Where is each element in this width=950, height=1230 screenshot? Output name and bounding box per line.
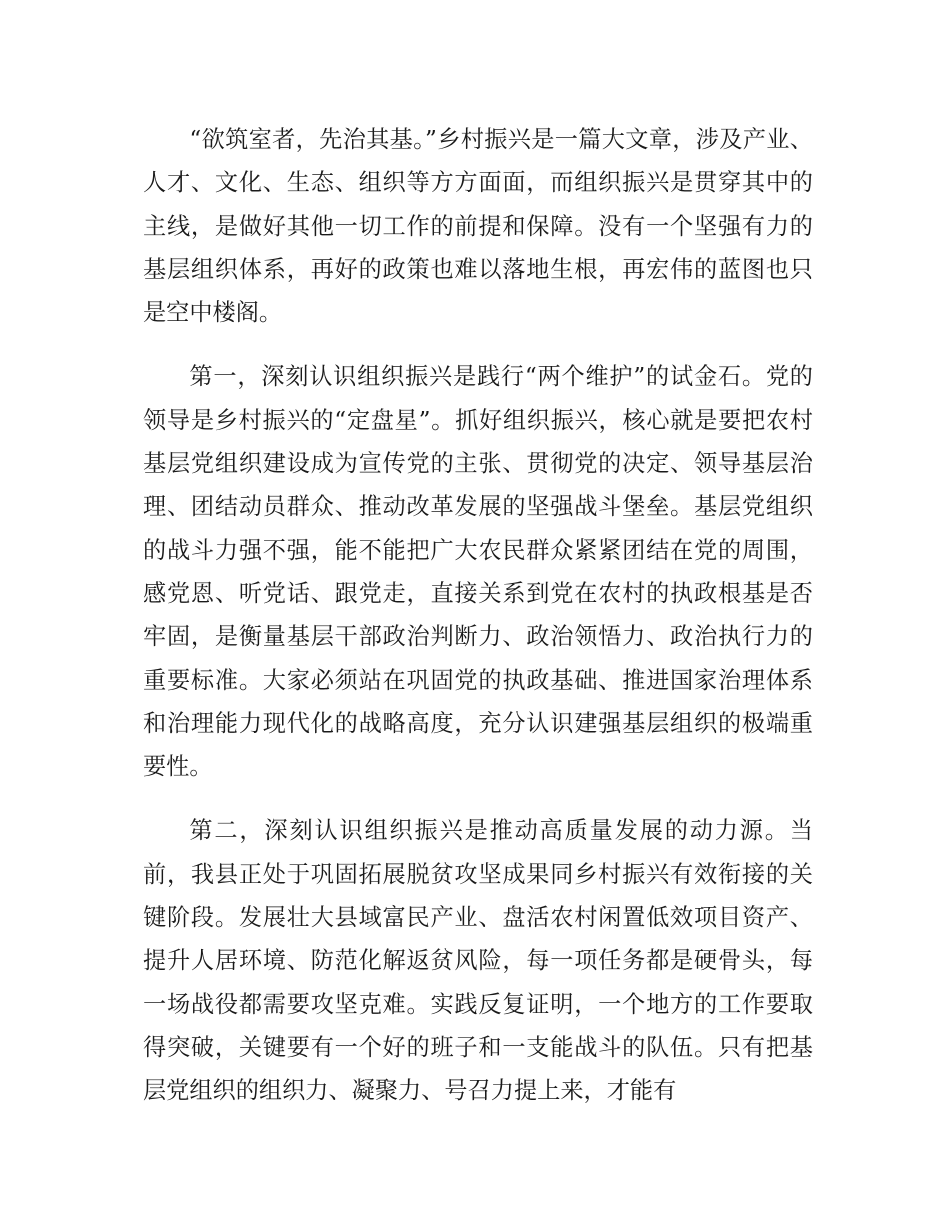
paragraph-intro: “欲筑室者，先治其基。”乡村振兴是一篇大文章，涉及产业、人才、文化、生态、组织等方方面面，而组织振兴是贯穿其中的主线，是做好其他一切工作的前提和保障。没有一个坚强有力的基层组织体系，再好的政策也难以落地生根，再宏伟的蓝图也只是空中楼阁。 xyxy=(143,126,813,327)
document-body xyxy=(143,118,813,1113)
paragraph-first-point: 第一，深刻认识组织振兴是践行“两个维护”的试金石。党的领导是乡村振兴的“定盘星”。抓好组织振兴，核心就是要把农村基层党组织建设成为宣传党的主张、贯彻党的决定、领导基层治理、团结动员群众、推动改革发展的坚强战斗堡垒。基层党组织的战斗力强不强，能不能把广大农民群众紧紧团结在党的周围，感党恩、听党话、跟党走，直接关系到党在农村的执政根基是否牢固，是衡量基层干部政治判断力、政治领悟力、政治执行力的重要标准。大家必须站在巩固党的执政基础、推进国家治理体系和治理能力现代化的战略高度，充分认识建强基层组织的极端重要性。 xyxy=(143,363,813,781)
paragraph-second-point: 第二，深刻认识组织振兴是推动高质量发展的动力源。当前，我县正处于巩固拓展脱贫攻坚成果同乡村振兴有效衔接的关键阶段。发展壮大县域富民产业、盘活农村闲置低效项目资产、提升人居环境、防范化解返贫风险，每一项任务都是硬骨头，每一场战役都需要攻坚克难。实践反复证明，一个地方的工作要取得突破，关键要有一个好的班子和一支能战斗的队伍。只有把基层党组织的组织力、凝聚力、号召力提上来，才能有 xyxy=(143,817,813,1105)
